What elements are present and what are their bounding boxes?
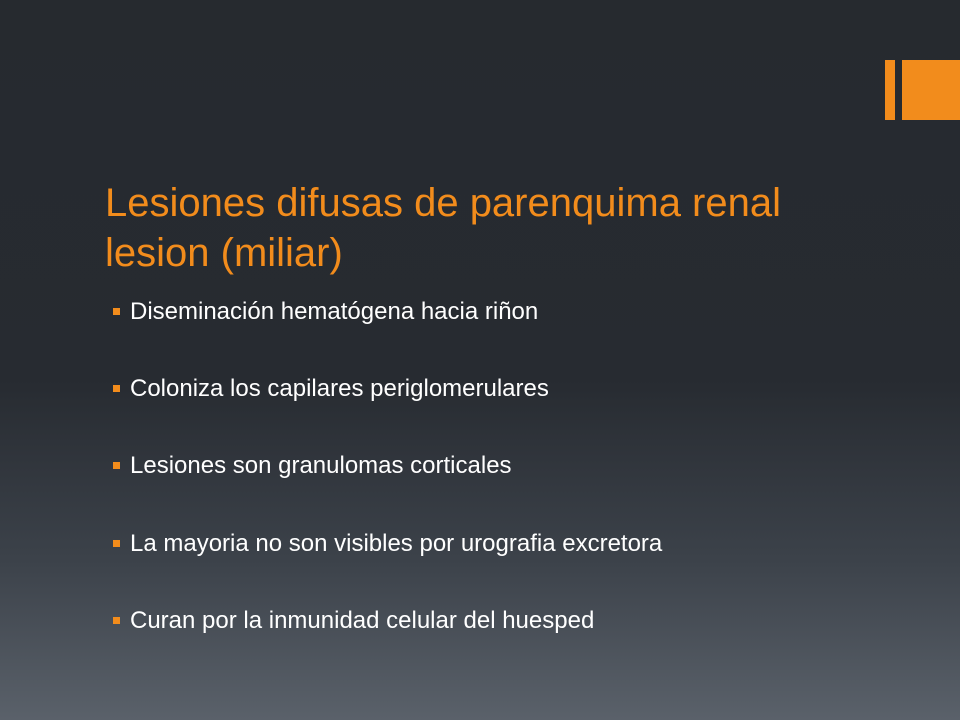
- bullet-item: [0, 371, 900, 411]
- bullet-item: [0, 448, 900, 488]
- slide-title-line-1: Lesiones difusas de parenquima renal: [105, 181, 781, 225]
- accent-bar-thick: [902, 60, 960, 120]
- slide-title: [105, 178, 905, 278]
- bullet-item: [0, 603, 900, 643]
- square-bullet-icon: [113, 385, 120, 392]
- bullet-item: [0, 526, 900, 566]
- bullet-text: Lesiones son granulomas corticales: [130, 452, 512, 479]
- square-bullet-icon: [113, 308, 120, 315]
- slide-title-line-2: lesion (miliar): [105, 231, 343, 275]
- square-bullet-icon: [113, 462, 120, 469]
- square-bullet-icon: [113, 540, 120, 547]
- bullet-text: Diseminación hematógena hacia riñon: [130, 298, 539, 325]
- bullet-item: [0, 294, 900, 334]
- bullet-text: Coloniza los capilares periglomerulares: [130, 375, 549, 402]
- square-bullet-icon: [113, 617, 120, 624]
- bullet-text: Curan por la inmunidad celular del huesped: [130, 607, 595, 634]
- bullet-text: La mayoria no son visibles por urografia excretora: [130, 530, 663, 557]
- accent-bar-thin: [885, 60, 895, 120]
